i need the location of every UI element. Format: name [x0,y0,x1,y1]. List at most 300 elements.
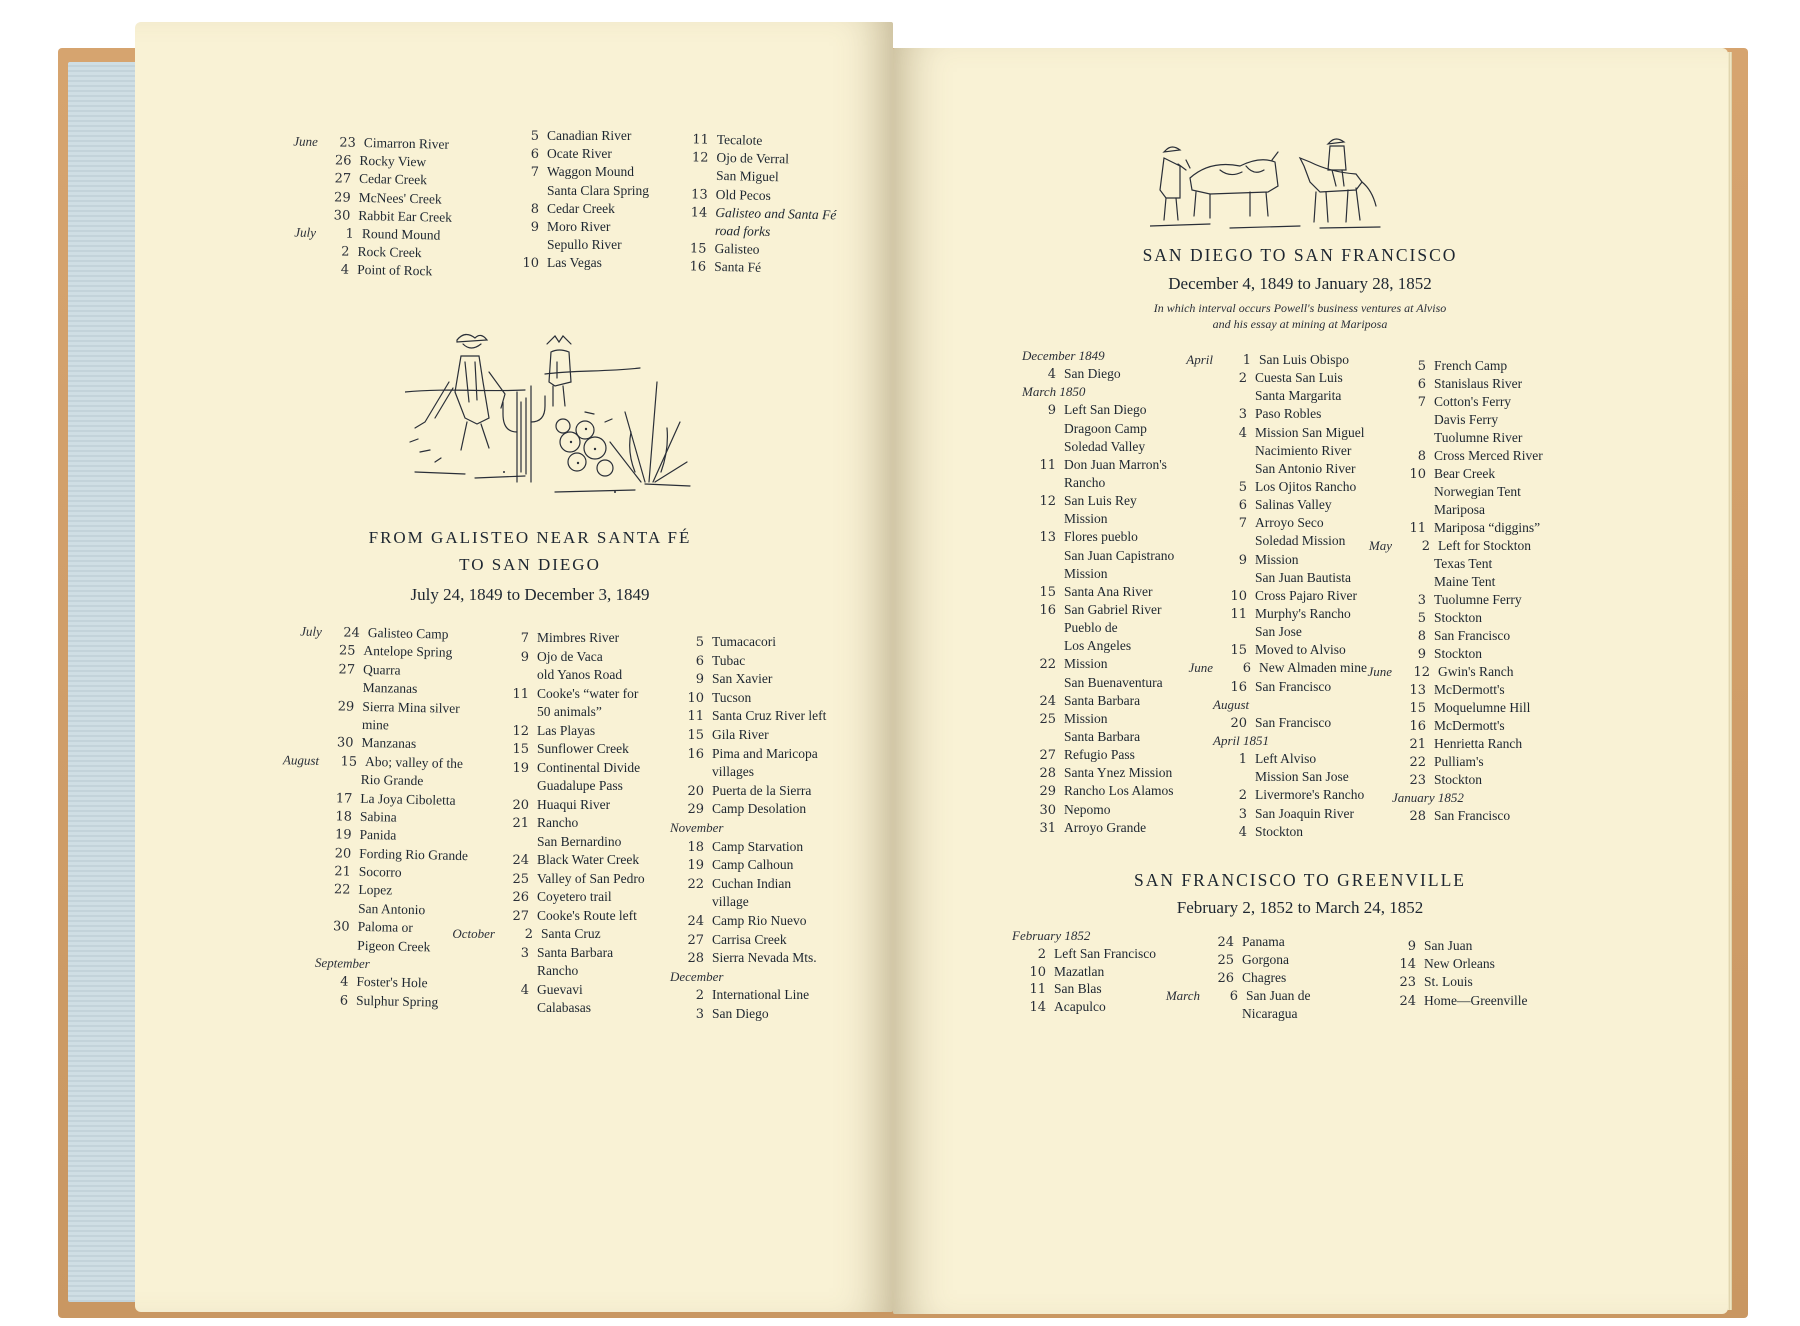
entry-day: 30 [333,208,351,224]
entry-place: La Joya Ciboletta [360,790,456,808]
month-label: December [670,968,724,984]
entry-place: Mariposa [1434,502,1485,517]
entry-place: Soledad Valley [1064,438,1146,454]
entry-day: 23 [1399,975,1416,991]
itinerary-entry [1392,790,1567,808]
frontier-sketch-illustration [405,322,695,502]
entry-day: 14 [1399,957,1416,973]
entry-day: 1 [1242,353,1251,368]
entry-day: 20 [1230,715,1247,731]
month-label: January 1852 [1392,790,1464,805]
entry-day [319,783,361,784]
itinerary-entry [495,852,665,871]
entry-place: Acapulco [1054,999,1106,1015]
itinerary-entry [670,746,845,765]
entry-day: 23 [1409,773,1426,788]
entry-place: Camp Starvation [712,838,804,854]
itinerary-entry [1392,448,1567,466]
itinerary-column [452,630,665,1019]
entry-place: Cross Merced River [1434,448,1543,463]
itinerary-entry [505,164,655,182]
section-dates-san-diego: December 4, 1849 to January 28, 1852 [1168,274,1432,293]
itinerary-entry [1213,715,1388,733]
entry-day [316,912,358,913]
entry-day: 5 [1238,479,1247,495]
entry-place: Tecalote [716,131,763,148]
entry-day: 15 [512,742,529,757]
entry-place: San Juan Bautista [1255,569,1351,585]
itinerary-entry [1392,466,1567,484]
itinerary-entry [1392,646,1567,664]
entry-day: 9 [520,649,529,665]
itinerary-entry [1382,956,1557,974]
entry-place: Murphy's Rancho [1255,605,1351,621]
itinerary-entry [1165,988,1375,1006]
entry-place: Waggon Mound [547,164,635,180]
itinerary-entry [1392,592,1567,610]
itinerary-entry [1392,736,1567,754]
itinerary-entry [1382,974,1557,992]
entry-day: 7 [520,631,529,646]
itinerary-entry [1213,461,1388,479]
entry-place: Continental Divide [537,759,641,775]
itinerary-entry [1213,570,1388,588]
entry-place: San Diego [712,1005,769,1021]
section-dates-greenville: February 2, 1852 to March 24, 1852 [1176,898,1424,917]
entry-place: Puerta de la Sierra [712,782,812,798]
itinerary-entry [1022,620,1207,638]
itinerary-entry [1012,928,1187,946]
entry-place: Los Angeles [1064,638,1132,654]
entry-place: San Miguel [715,168,779,185]
entry-day: 5 [1417,359,1426,374]
itinerary-entry [1213,697,1388,715]
entry-day: 28 [687,951,704,967]
entry-place: Davis Ferry [1434,412,1499,427]
itinerary-entry [1392,610,1567,628]
entry-place: Abo; valley of the [364,753,464,771]
entry-day [321,691,363,692]
entry-day: 7 [1417,395,1426,410]
entry-place: Dragoon Camp [1064,420,1147,436]
itinerary-entry [670,1006,845,1025]
entry-day: 26 [334,153,352,169]
month-label: August [1213,696,1250,712]
itinerary-entry [1213,642,1388,660]
itinerary-entry [1186,352,1388,370]
entry-day: 22 [333,882,351,899]
itinerary-entry [505,146,655,164]
itinerary-entry [1213,443,1388,461]
entry-place: Galisteo [714,240,760,257]
entry-place: Pima and Maricopa [712,745,818,761]
entry-place: Cooke's “water for [537,685,639,701]
entry-place: Stockton [1434,772,1483,787]
itinerary-entry [670,950,845,969]
entry-place: Foster's Hole [356,974,428,991]
entry-place: New Almaden mine [1259,660,1367,676]
entry-place: Stockton [1434,646,1483,661]
itinerary-entry [1213,552,1388,570]
entry-place: Coyetero trail [537,889,612,904]
itinerary-entry [495,686,665,705]
entry-day: 12 [1413,665,1430,680]
entry-day: 4 [1047,367,1056,383]
section-title-greenville: SAN FRANCISCO TO GREENVILLE [1134,870,1466,890]
entry-day: 2 [341,244,350,260]
entry-place: Santa Ynez Mission [1064,765,1173,781]
entry-day: 3 [1238,806,1247,822]
entry-day [320,728,362,729]
entry-day [673,234,715,235]
entry-day: 15 [689,241,707,257]
entry-day: 2 [524,927,533,942]
itinerary-entry [1392,484,1567,502]
itinerary-entry [1213,769,1388,787]
entry-place: Cuchan Indian [712,875,792,891]
itinerary-entry [1022,439,1207,457]
entry-place: Cuesta San Luis [1255,370,1343,386]
itinerary-column [293,133,478,283]
entry-place: Sabina [359,808,397,825]
entry-place: Left San Diego [1064,402,1147,418]
entry-day: 27 [334,171,352,188]
itinerary-column [672,131,845,280]
itinerary-entry [1213,751,1388,769]
entry-place: Ojo de Vaca [537,648,603,664]
entry-place: Don Juan Marron's [1064,456,1167,472]
entry-place: Gila River [712,726,769,742]
entry-day: 17 [335,790,353,807]
entry-day: 13 [690,186,708,203]
entry-place: Santa Margarita [1255,388,1342,404]
entry-day: 12 [691,150,709,166]
month-label: August [282,751,320,768]
entry-place: Moved to Alviso [1255,642,1346,658]
entry-day: 3 [695,1006,704,1022]
entry-day: 8 [1417,629,1426,644]
entry-place: road forks [714,222,771,239]
itinerary-entry [1392,412,1567,430]
itinerary-entry [1022,675,1207,693]
itinerary-entry [495,834,665,853]
entry-day: 28 [1409,809,1426,824]
entry-place: Mission San Jose [1255,769,1349,785]
entry-place: Stanislaus River [1434,376,1523,391]
itinerary-entry [505,128,655,146]
entry-place: Home—Greenville [1424,992,1528,1008]
entry-day: 11 [692,132,709,148]
itinerary-entry [1022,638,1207,656]
entry-place: Paloma or [357,919,413,936]
entry-place: Camp Calhoun [712,857,794,873]
entry-day: 7 [530,165,539,181]
entry-place: San Francisco [1434,808,1511,823]
itinerary-entry [1213,624,1388,642]
entry-place: Rio Grande [360,771,424,789]
month-label: April 1851 [1213,732,1269,748]
entry-day: 6 [1229,989,1238,1004]
itinerary-entry [670,932,845,951]
entry-place: Mariposa “diggins” [1434,520,1541,535]
entry-place: Rocky View [359,153,427,170]
itinerary-entry [1213,370,1388,388]
entry-place: Lopez [358,882,393,898]
entry-day: 31 [1039,820,1056,836]
entry-day: 16 [1039,602,1056,618]
section-note-line1: In which interval occurs Powell's business ventures at Alviso [1153,301,1447,315]
entry-place: Maine Tent [1434,574,1496,589]
entry-day: 9 [1238,552,1247,568]
itinerary-entry [1392,772,1567,790]
entry-place: Mission San Miguel [1255,424,1365,440]
entry-place: Rancho [537,815,579,830]
entry-day: 18 [687,839,704,855]
section-note-line2: and his essay at mining at Mariposa [1212,317,1388,331]
entry-place: Carrisa Creek [712,931,787,947]
entry-place: Stockton [1434,610,1483,625]
entry-day: 7 [1238,516,1247,532]
entry-day: 9 [1417,647,1426,662]
entry-place: Pigeon Creek [357,937,431,954]
itinerary-entry [1022,802,1207,820]
itinerary-entry [1392,628,1567,646]
entry-place: French Camp [1434,358,1508,373]
entry-day: 13 [1039,530,1056,546]
itinerary-entry [1392,358,1567,376]
itinerary-entry [495,871,665,890]
entry-day: 10 [1409,467,1426,482]
itinerary-entry [1392,718,1567,736]
entry-place: Cooke's Route left [537,907,637,923]
entry-place: Mission [1064,656,1108,672]
entry-place: Ocate River [547,146,612,162]
entry-place: Panama [1242,934,1285,949]
itinerary-column [1022,348,1207,838]
entry-day: 14 [690,205,708,221]
entry-day: 4 [1238,425,1247,441]
itinerary-entry [495,889,665,908]
entry-place: Los Ojitos Rancho [1255,478,1357,494]
itinerary-entry [1392,394,1567,412]
entry-place: Galisteo Camp [367,624,449,642]
itinerary-entry [1213,515,1388,533]
itinerary-entry [452,926,665,945]
itinerary-entry [1022,493,1207,511]
itinerary-entry [670,894,845,913]
month-label: July [300,623,322,639]
entry-place: Sepullo River [547,237,622,253]
entry-day: 29 [687,802,704,818]
itinerary-entry [1022,457,1207,475]
entry-place: San Luis Rey [1064,493,1137,509]
entry-day: 4 [340,974,349,991]
entry-place: Salinas Valley [1255,497,1332,513]
entry-place: McNees' Creek [358,189,442,207]
entry-place: Arroyo Grande [1064,819,1147,835]
entry-place: Ojo de Verral [716,150,790,167]
entry-place: Manzanas [361,735,417,752]
itinerary-entry [1022,602,1207,620]
entry-day: 19 [334,827,352,843]
entry-day: 11 [1029,982,1046,998]
entry-place: Socorro [358,863,402,880]
entry-place: San Francisco [1434,628,1511,643]
itinerary-entry [1213,787,1388,805]
itinerary-entry [670,839,845,858]
itinerary-entry [670,801,845,820]
entry-place: villages [712,764,754,780]
itinerary-entry [670,727,845,746]
entry-place: Rock Creek [357,243,422,261]
entry-place: Left Alviso [1255,751,1317,767]
entry-place: Gorgona [1242,952,1289,967]
month-label: March [1165,988,1200,1003]
itinerary-column [670,634,845,1024]
entry-day: 27 [338,662,356,678]
entry-day [674,179,716,180]
itinerary-entry [495,963,665,982]
entry-place: Pulliam's [1434,754,1484,769]
entry-place: San Luis Obispo [1259,352,1350,367]
itinerary-entry [670,653,845,672]
itinerary-entry [1392,376,1567,394]
entry-place: Tubac [712,652,746,668]
entry-place: Tumacacori [712,634,776,649]
entry-day: 14 [1029,1000,1046,1016]
itinerary-entry [1022,421,1207,439]
entry-day: 2 [1238,788,1247,804]
entry-place: Refugio Pass [1064,747,1135,763]
entry-place: Galisteo and Santa Fé [715,204,837,223]
entry-day: 6 [1417,377,1426,392]
itinerary-entry [505,237,655,255]
itinerary-entry [1213,479,1388,497]
entry-place: Rancho Los Alamos [1064,783,1174,799]
entry-place: San Bernardino [537,833,622,849]
entry-place: Cimarron River [363,134,450,152]
itinerary-entry [1022,402,1207,420]
itinerary-entry [495,982,665,1001]
entry-day: 2 [1421,539,1430,554]
entry-day: 25 [512,871,529,887]
entry-day: 19 [687,858,704,874]
entry-day: 30 [1039,802,1056,818]
entry-place: San Juan [1424,938,1473,953]
entry-place: Guadalupe Pass [537,778,623,793]
entry-place: San Antonio River [1255,460,1356,476]
itinerary-entry [495,649,665,668]
itinerary-entry [1213,733,1388,751]
entry-place: Left San Francisco [1054,945,1156,961]
entry-day: 24 [687,913,704,929]
itinerary-entry [670,969,845,988]
entry-place: Old Pecos [715,186,771,203]
entry-place: Flores pueblo [1064,529,1138,545]
section-title-galisteo-line2: TO SAN DIEGO [459,555,601,574]
entry-place: San Joaquin River [1255,805,1354,821]
entry-place: Tuolumne River [1434,430,1523,445]
entry-day: 11 [687,709,704,725]
entry-day: 26 [1217,971,1234,986]
itinerary-entry [495,815,665,834]
itinerary-entry [1213,606,1388,624]
entry-day: 15 [1039,584,1056,600]
month-label: July [294,224,317,240]
entry-place: Mission [1064,710,1108,726]
entry-place: Paso Robles [1255,406,1322,422]
month-label: September [314,954,370,972]
entry-place: Cross Pajaro River [1255,587,1357,603]
entry-place: Huaqui River [537,796,611,812]
entry-day: 15 [340,754,358,770]
entry-place: Point of Rock [357,262,433,279]
itinerary-entry [670,987,845,1006]
itinerary-entry [1022,693,1207,711]
itinerary-entry [1392,430,1567,448]
entry-place: San Francisco [1255,714,1332,730]
itinerary-entry [670,913,845,932]
section-title-san-diego: SAN DIEGO TO SAN FRANCISCO [1142,245,1458,265]
entry-day: 8 [1417,449,1426,464]
entry-place: village [712,894,749,910]
itinerary-entry [1213,824,1388,842]
itinerary-entry [1382,993,1557,1011]
itinerary-entry [670,671,845,690]
entry-day: 12 [512,723,529,739]
itinerary-entry [670,783,845,802]
itinerary-entry [1022,747,1207,765]
entry-place: Henrietta Ranch [1434,736,1523,751]
entry-place: Calabasas [537,1000,591,1015]
itinerary-entry [1200,952,1375,970]
entry-day: 11 [1039,457,1056,473]
entry-place: Valley of San Pedro [537,870,645,886]
entry-day: 28 [1039,766,1056,782]
entry-day: 24 [1039,693,1056,709]
entry-day: 25 [338,643,356,660]
entry-day: 11 [512,686,529,702]
entry-day: 21 [1409,737,1426,752]
itinerary-entry [1368,538,1567,556]
itinerary-entry [1012,946,1187,964]
entry-place: Stockton [1255,823,1304,839]
entry-day: 16 [1409,719,1426,734]
entry-place: Tuolumne Ferry [1434,592,1522,607]
entry-place: San Gabriel River [1064,601,1162,617]
entry-place: Pueblo de [1064,620,1118,636]
entry-place: Black Water Creek [537,852,640,867]
section-dates-galisteo: July 24, 1849 to December 3, 1849 [410,585,650,604]
itinerary-entry [1200,1006,1375,1024]
itinerary-entry [495,741,665,760]
itinerary-entry [495,1000,665,1019]
entry-day [315,949,357,950]
itinerary-column [282,623,492,1014]
entry-day: 24 [512,853,529,868]
entry-day: 9 [695,672,704,688]
entry-day: 9 [1407,939,1416,954]
entry-day: 19 [512,760,529,776]
entry-day: 1 [345,226,355,242]
entry-day: 24 [1217,935,1234,950]
itinerary-entry [1022,711,1207,729]
itinerary-entry [1022,729,1207,747]
entry-place: Cedar Creek [358,171,428,188]
entry-day: 27 [687,932,704,948]
entry-day: 16 [1230,679,1247,695]
itinerary-entry [1022,529,1207,547]
